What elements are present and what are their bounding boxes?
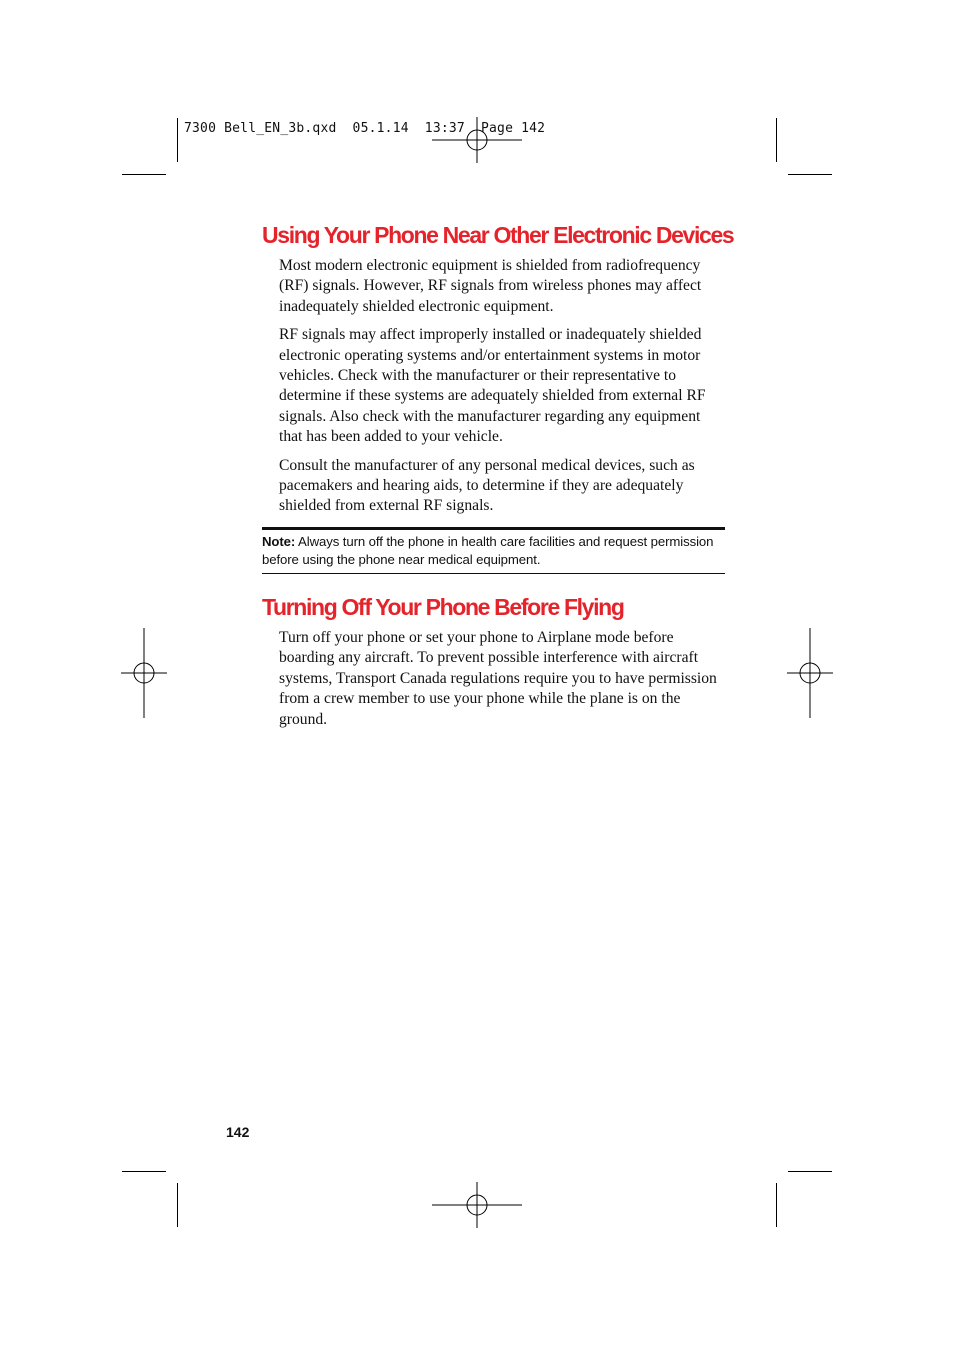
section-heading-electronic-devices: Using Your Phone Near Other Electronic Devices — [262, 222, 734, 248]
body-paragraph: Turn off your phone or set your phone to Airplane mode before boarding any aircraft. To prevent possible interference with aircraft systems, Transport Canada regulations require you to have permission from a crew member to use your phone while the plane is on the ground. — [279, 628, 717, 728]
section-body — [262, 628, 725, 730]
crop-mark — [788, 1171, 832, 1172]
crop-mark — [788, 174, 832, 175]
print-slug-line: 7300 Bell_EN_3b.qxd 05.1.14 13:37 Page 142 — [184, 121, 546, 136]
body-paragraph: Consult the manufacturer of any personal medical devices, such as pacemakers and hearing aids, to determine if they are adequately shielded from external RF signals. — [279, 456, 695, 515]
section-heading-flying: Turning Off Your Phone Before Flying — [262, 593, 624, 620]
body-paragraph: Most modern electronic equipment is shielded from radiofrequency (RF) signals. However, RF signals from wireless phones may affect inadequately shielded electronic equipment. — [279, 257, 702, 315]
registration-mark-icon — [432, 1182, 522, 1228]
page-number: 142 — [226, 1124, 250, 1140]
crop-mark — [776, 1183, 777, 1227]
registration-mark-icon — [787, 628, 833, 718]
crop-mark — [122, 174, 166, 175]
crop-mark — [177, 118, 178, 162]
main-content — [262, 218, 734, 738]
note-text: Always turn off the phone in health care facilities and request permission before using the phone near medical equipment. — [262, 533, 714, 567]
crop-mark — [122, 1171, 166, 1172]
crop-mark — [776, 118, 777, 162]
section-body — [262, 256, 725, 517]
note-label: Note: — [262, 533, 296, 549]
note-box — [262, 527, 725, 574]
crop-mark — [177, 1183, 178, 1227]
registration-mark-icon — [121, 628, 167, 718]
body-paragraph: RF signals may affect improperly installed or inadequately shielded electronic operating systems and/or entertainment systems in motor vehicles. Check with the manufacturer or their representative to determine if these systems are adequately shielded from external RF signals. Also check with the manufacturer regarding any equipment that has been added to your vehicle. — [279, 326, 706, 446]
